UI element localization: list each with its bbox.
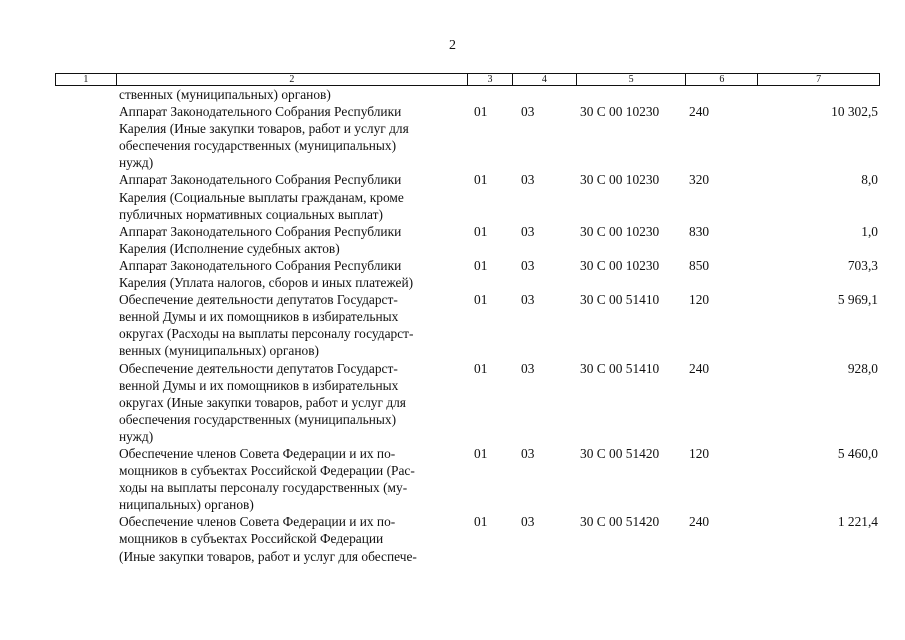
header-col-7: 7 xyxy=(757,74,879,85)
description-line: округах (Иные закупки товаров, работ и услуг для xyxy=(119,394,406,410)
cell-expense-type: 120 xyxy=(689,445,710,461)
header-col-1: 1 xyxy=(83,74,89,85)
cell-amount xyxy=(758,86,880,103)
cell-expense-type xyxy=(686,86,758,103)
cell-subsection: 03 xyxy=(521,223,535,239)
description-line: ходы на выплаты персоналу государственных (му- xyxy=(119,480,408,496)
table-row xyxy=(55,257,880,291)
cell-amount: 703,3 xyxy=(847,257,878,273)
cell-expense-type: 850 xyxy=(689,257,710,273)
cell-description xyxy=(115,171,467,222)
page-number: 2 xyxy=(449,38,456,53)
description-line: Аппарат Законодательного Собрания Республики xyxy=(119,223,402,239)
cell-section: 01 xyxy=(474,445,488,461)
cell-empty xyxy=(55,171,115,222)
header-col-2: 2 xyxy=(116,74,467,85)
cell-description xyxy=(115,257,467,291)
cell-target-code: 30 С 00 10230 xyxy=(580,104,660,120)
cell-section: 01 xyxy=(474,257,488,273)
description-line: Аппарат Законодательного Собрания Республики xyxy=(119,257,402,273)
table-row xyxy=(55,171,880,222)
cell-amount: 928,0 xyxy=(847,360,878,376)
cell-section: 01 xyxy=(474,104,488,120)
cell-expense-type: 320 xyxy=(689,172,710,188)
cell-subsection: 03 xyxy=(521,445,535,461)
cell-description xyxy=(115,86,467,103)
cell-subsection xyxy=(512,86,576,103)
cell-amount: 5 969,1 xyxy=(837,292,878,308)
description-line: (Иные закупки товаров, работ и услуг для обеспече- xyxy=(119,548,417,564)
description-line: Обеспечение деятельности депутатов Государст- xyxy=(119,360,398,376)
cell-description xyxy=(115,445,467,513)
cell-expense-type: 240 xyxy=(689,360,710,376)
cell-empty xyxy=(55,257,115,291)
description-line: нужд) xyxy=(119,155,154,171)
cell-target-code xyxy=(576,86,686,103)
cell-section: 01 xyxy=(474,292,488,308)
description-line: Карелия (Уплата налогов, сборов и иных платежей) xyxy=(119,275,414,291)
description-line: венной Думы и их помощников в избирательных xyxy=(119,377,399,393)
cell-target-code: 30 С 00 51410 xyxy=(580,360,660,376)
table-row xyxy=(55,513,880,564)
cell-subsection: 03 xyxy=(521,514,535,530)
description-line: обеспечения государственных (муниципальных) xyxy=(119,411,397,427)
header-col-6: 6 xyxy=(685,74,757,85)
cell-empty xyxy=(55,223,115,257)
cell-target-code: 30 С 00 10230 xyxy=(580,223,660,239)
cell-expense-type: 240 xyxy=(689,104,710,120)
description-line: мощников в субъектах Российской Федерации xyxy=(119,531,384,547)
table-header-row xyxy=(55,73,880,86)
description-line: мощников в субъектах Российской Федерации (Рас- xyxy=(119,463,415,479)
cell-subsection: 03 xyxy=(521,172,535,188)
description-line: венных (муниципальных) органов) xyxy=(119,343,320,359)
table-row xyxy=(55,103,880,171)
cell-description xyxy=(115,513,467,564)
cell-target-code: 30 С 00 51410 xyxy=(580,292,660,308)
cell-empty xyxy=(55,103,115,171)
cell-subsection: 03 xyxy=(521,104,535,120)
cell-section xyxy=(467,86,512,103)
cell-section: 01 xyxy=(474,514,488,530)
description-line: обеспечения государственных (муниципальных) xyxy=(119,138,397,154)
cell-subsection: 03 xyxy=(521,292,535,308)
table-row xyxy=(55,445,880,513)
cell-expense-type: 830 xyxy=(689,223,710,239)
cell-empty xyxy=(55,291,115,359)
description-line: Обеспечение деятельности депутатов Государст- xyxy=(119,292,398,308)
cell-expense-type: 120 xyxy=(689,292,710,308)
description-line: публичных нормативных социальных выплат) xyxy=(119,206,383,222)
table-row xyxy=(55,86,880,103)
description-line: Обеспечение членов Совета Федерации и их по- xyxy=(119,514,396,530)
cell-section: 01 xyxy=(474,172,488,188)
cell-amount: 1 221,4 xyxy=(837,514,878,530)
cell-section: 01 xyxy=(474,360,488,376)
header-col-5: 5 xyxy=(576,74,686,85)
cell-description xyxy=(115,223,467,257)
cell-amount: 5 460,0 xyxy=(837,445,878,461)
cell-amount: 1,0 xyxy=(861,223,878,239)
table-row xyxy=(55,223,880,257)
cell-subsection: 03 xyxy=(521,360,535,376)
cell-empty xyxy=(55,445,115,513)
description-line: округах (Расходы на выплаты персоналу государст- xyxy=(119,326,414,342)
description-line: ниципальных) органов) xyxy=(119,497,254,513)
description-line: нужд) xyxy=(119,428,154,444)
budget-table xyxy=(55,73,880,565)
description-line: ственных (муниципальных) органов) xyxy=(119,87,331,102)
header-col-4: 4 xyxy=(512,74,576,85)
table-body xyxy=(55,86,880,565)
cell-empty xyxy=(55,513,115,564)
description-line: Аппарат Законодательного Собрания Республики xyxy=(119,172,402,188)
description-line: венной Думы и их помощников в избирательных xyxy=(119,309,399,325)
description-line: Обеспечение членов Совета Федерации и их по- xyxy=(119,445,396,461)
cell-subsection: 03 xyxy=(521,257,535,273)
description-line: Аппарат Законодательного Собрания Республики xyxy=(119,104,402,120)
cell-section: 01 xyxy=(474,223,488,239)
cell-description xyxy=(115,291,467,359)
cell-target-code: 30 С 00 51420 xyxy=(580,514,660,530)
cell-description xyxy=(115,103,467,171)
cell-expense-type: 240 xyxy=(689,514,710,530)
table-row xyxy=(55,360,880,445)
cell-empty xyxy=(55,360,115,445)
header-col-3: 3 xyxy=(467,74,512,85)
description-line: Карелия (Социальные выплаты гражданам, кроме xyxy=(119,189,404,205)
cell-target-code: 30 С 00 10230 xyxy=(580,257,660,273)
cell-amount: 8,0 xyxy=(861,172,878,188)
description-line: Карелия (Исполнение судебных актов) xyxy=(119,240,340,256)
cell-target-code: 30 С 00 10230 xyxy=(580,172,660,188)
table-row xyxy=(55,291,880,359)
cell-amount: 10 302,5 xyxy=(831,104,878,120)
cell-empty xyxy=(55,86,115,103)
cell-target-code: 30 С 00 51420 xyxy=(580,445,660,461)
cell-description xyxy=(115,360,467,445)
description-line: Карелия (Иные закупки товаров, работ и услуг для xyxy=(119,121,409,137)
